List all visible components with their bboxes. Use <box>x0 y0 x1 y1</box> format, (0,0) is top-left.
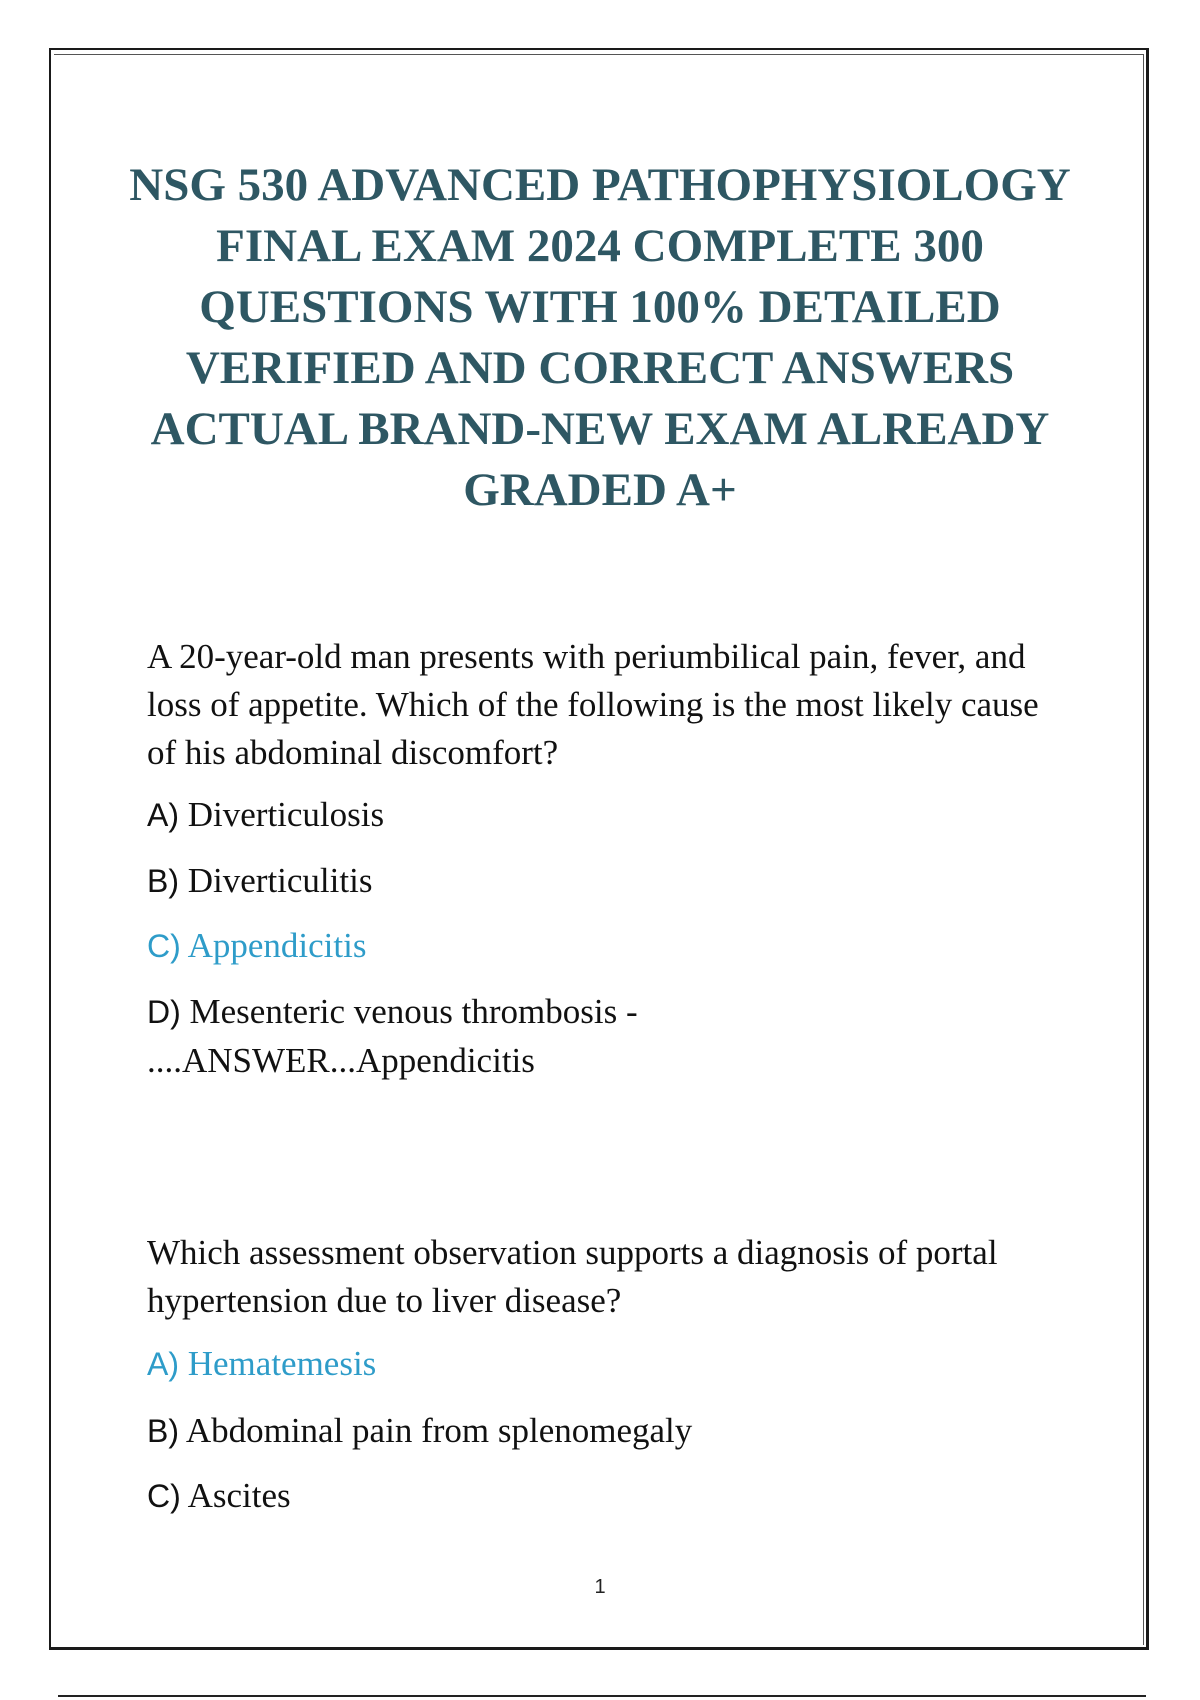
option-text: Diverticulosis <box>187 795 385 834</box>
option-letter: C) <box>147 928 181 964</box>
question-1-option-d <box>147 990 638 1034</box>
option-letter: B) <box>147 1413 179 1449</box>
question-2-option-b <box>147 1409 692 1453</box>
document-title: NSG 530 ADVANCED PATHOPHYSIOLOGY FINAL EXAM 2024 COMPLETE 300 QUESTIONS WITH 100% DETAILED VERIFIED AND CORRECT ANSWERS ACTUAL BRAND-NEW EXAM ALREADY GRADED A+ <box>129 159 1071 516</box>
option-text: Ascites <box>187 1476 291 1515</box>
question-1-option-b <box>147 859 372 903</box>
question-1-option-a <box>147 793 384 837</box>
option-letter: C) <box>147 1478 181 1514</box>
option-text: Abdominal pain from splenomegaly <box>185 1411 693 1450</box>
option-letter: A) <box>147 1346 179 1382</box>
option-letter: D) <box>147 994 181 1030</box>
option-letter: B) <box>147 863 179 899</box>
option-text: Diverticulitis <box>187 861 373 900</box>
question-1-option-c-correct <box>147 924 366 968</box>
option-text: Hematemesis <box>187 1344 377 1383</box>
option-text: Appendicitis <box>187 926 367 965</box>
option-text: Mesenteric venous thrombosis - <box>189 992 638 1031</box>
question-2-text: Which assessment observation supports a diagnosis of portal hypertension due to liver disease? <box>147 1233 998 1320</box>
footer-rule <box>58 1695 1146 1697</box>
question-2-option-a-correct <box>147 1342 376 1386</box>
page-number: 1 <box>594 1576 606 1598</box>
question-1-answer: ....ANSWER...Appendicitis <box>147 1041 535 1080</box>
option-letter: A) <box>147 797 179 833</box>
question-1-text: A 20-year-old man presents with periumbilical pain, fever, and loss of appetite. Which of the following is the most likely cause of his abdominal discomfort? <box>147 637 1039 772</box>
question-2-option-c <box>147 1474 291 1518</box>
